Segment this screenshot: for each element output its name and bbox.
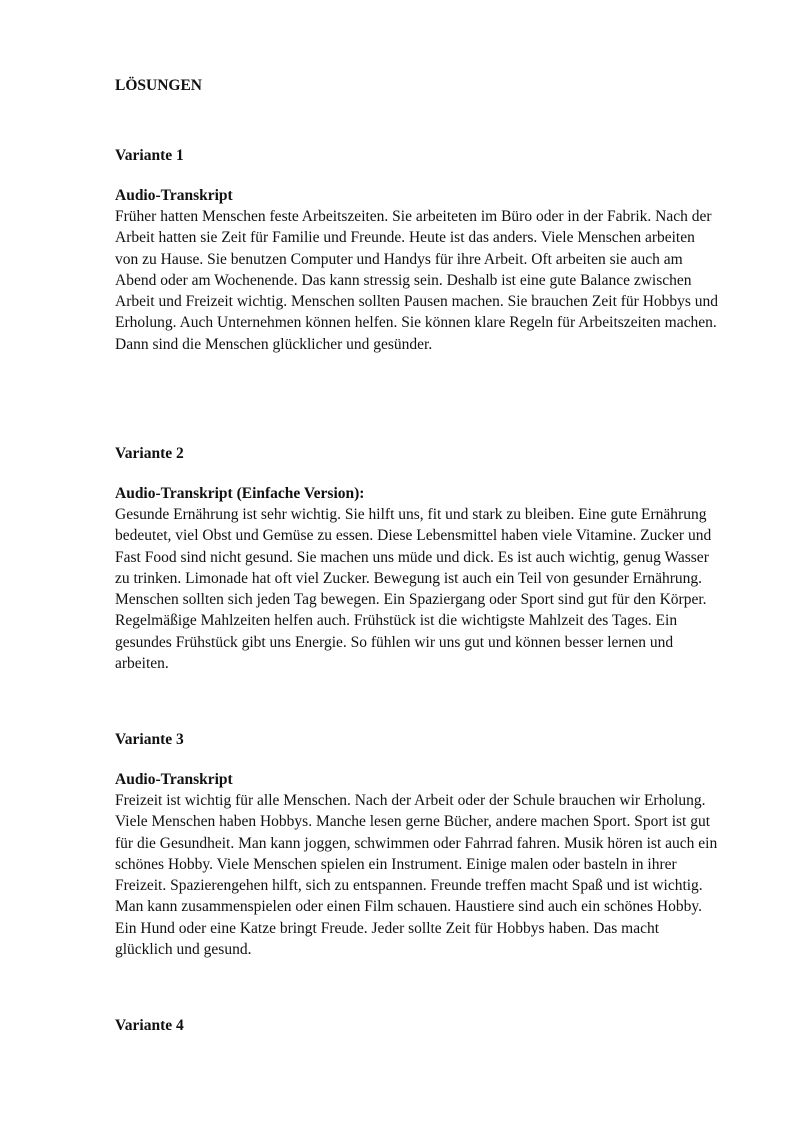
variant-2-transcript-text [115, 504, 755, 674]
text-line: Regelmäßige Mahlzeiten helfen auch. Frühstück ist die wichtigste Mahlzeit des Tages. Ein [115, 612, 678, 630]
text-line: Arbeit hatten sie Zeit für Familie und Freunde. Heute ist das anders. Viele Menschen arbeiten [115, 229, 695, 247]
text-line: Viele Menschen haben Hobbys. Manche lesen gerne Bücher, andere machen Sport. Sport ist gut [115, 813, 711, 831]
text-line: Dann sind die Menschen glücklicher und gesünder. [115, 335, 433, 353]
text-line: schönes Hobby. Viele Menschen spielen ein Instrument. Einige malen oder basteln in ihrer [115, 855, 677, 873]
text-line: Abend oder am Wochenende. Das kann stressig sein. Deshalb ist eine gute Balance zwischen [115, 271, 692, 289]
text-line: Gesunde Ernährung ist sehr wichtig. Sie hilft uns, fit und stark zu bleiben. Eine gute Ernährung [115, 506, 707, 523]
text-line: glücklich und gesund. [115, 941, 252, 959]
text-line: Man kann zusammenspielen oder einen Film schauen. Haustiere sind auch ein schönes Hobby. [115, 898, 702, 916]
text-line: gesundes Frühstück gibt uns Energie. So fühlen wir uns gut und können besser lernen und [115, 633, 674, 651]
variant-2-heading: Variante 2 [115, 445, 184, 462]
text-line: Früher hatten Menschen feste Arbeitszeiten. Sie arbeiteten im Büro oder in der Fabrik. Nach der [115, 208, 712, 225]
text-line: zu trinken. Limonade hat oft viel Zucker. Bewegung ist auch ein Teil von gesunder Ernährung. [115, 569, 703, 587]
text-line: arbeiten. [115, 655, 169, 673]
variant-1-heading: Variante 1 [115, 147, 184, 164]
text-line: Fast Food sind nicht gesund. Sie machen uns müde und dick. Es ist auch wichtig, genug Wasser [115, 548, 709, 566]
variant-4-heading: Variante 4 [115, 1017, 184, 1034]
variant-1-transcript-title: Audio-Transkript [115, 187, 233, 204]
text-line: von zu Hause. Sie benutzen Computer und Handys für ihre Arbeit. Oft arbeiten sie auch am [115, 250, 683, 268]
variant-1-transcript-text [115, 206, 755, 355]
page-title: LÖSUNGEN [115, 77, 202, 94]
variant-2-transcript-title: Audio-Transkript (Einfache Version): [115, 485, 365, 502]
variant-3-transcript-text [115, 790, 755, 960]
text-line: Ein Hund oder eine Katze bringt Freude. Jeder sollte Zeit für Hobbys haben. Das macht [115, 919, 660, 937]
text-line: Freizeit ist wichtig für alle Menschen. Nach der Arbeit oder der Schule brauchen wir Erholung. [115, 792, 706, 809]
variant-3-transcript-title: Audio-Transkript [115, 771, 233, 788]
text-line: für die Gesundheit. Man kann joggen, schwimmen oder Fahrrad fahren. Musik hören ist auch ein [115, 834, 718, 852]
variant-3-heading: Variante 3 [115, 731, 184, 748]
text-line: Erholung. Auch Unternehmen können helfen. Sie können klare Regeln für Arbeitszeiten machen. [115, 314, 717, 332]
text-line: Menschen sollten sich jeden Tag bewegen. Ein Spaziergang oder Sport sind gut für den Körper. [115, 591, 707, 609]
text-line: Arbeit und Freizeit wichtig. Menschen sollten Pausen machen. Sie brauchen Zeit für Hobbys und [115, 293, 719, 311]
text-line: Freizeit. Spazierengehen hilft, sich zu entspannen. Freunde treffen macht Spaß und ist wichtig. [115, 877, 703, 895]
text-line: bedeutet, viel Obst und Gemüse zu essen. Diese Lebensmittel haben viele Vitamine. Zucker und [115, 527, 712, 545]
